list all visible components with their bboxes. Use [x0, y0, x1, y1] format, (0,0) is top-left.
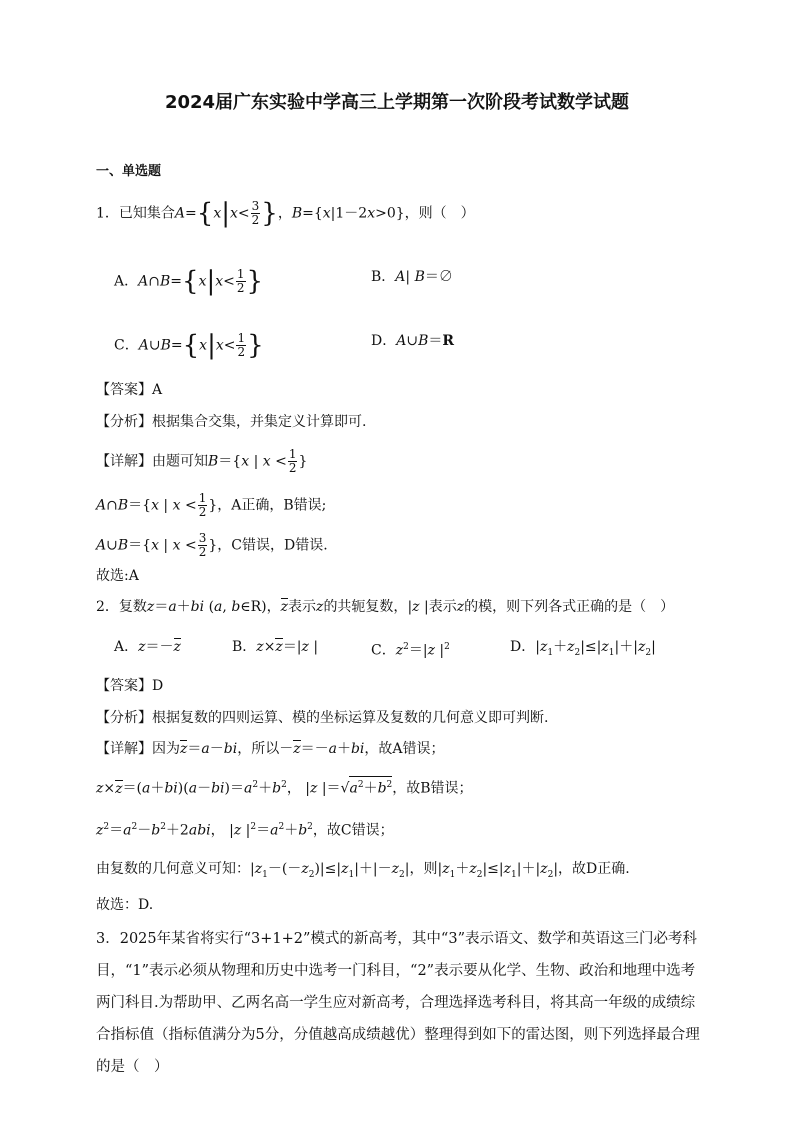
q1-option-b: B．A| B＝∅ — [371, 269, 453, 285]
q1-option-a: A．A∩B={x|x< $\frac{1}{2}$ } — [114, 266, 264, 297]
q1-detail-3: A∪B＝{x | x < $\frac{3}{2}$ }，C错误，D错误. — [96, 531, 328, 559]
q1-stem: 1．已知集合A={x|x< $\frac{3}{2}$ }，B={x|1－2x>0}，则（ ） — [96, 198, 475, 229]
q1-stem-prefix: 1．已知集合 — [96, 205, 175, 222]
q1-detail-1: 【详解】由题可知B＝{x | x < $\frac{1}{2}$ } — [96, 447, 308, 475]
q2-detail-1: 【详解】因为z＝a－bi，所以－z＝－a＋bi，故A错误； — [96, 741, 445, 757]
q1-analysis: 【分析】根据集合交集，并集定义计算即可. — [96, 414, 367, 430]
q1-stem-suffix: ，则（ ） — [404, 205, 475, 222]
q1-detail-2: A∩B＝{x | x < $\frac{1}{2}$ }，A正确，B错误; — [96, 491, 327, 519]
q2-option-c: C．$z^2=|z$ $|^2$ — [371, 642, 450, 659]
q2-detail-2: $z\times z=(a+bi)(a-bi)=a^2+b^2$， |z $|=√a^2+b^2$，故B错误； — [96, 776, 473, 798]
q2-detail-3: $z^2=a^2-b^2+2abi$， |z $|^2=a^2+b^2$，故C错误； — [96, 822, 394, 839]
q2-answer: 【答案】D — [96, 678, 164, 694]
q1-option-d: D．A∪B＝R — [371, 333, 455, 349]
q2-analysis: 【分析】根据复数的四则运算、模的坐标运算及复数的几何意义即可判断. — [96, 710, 549, 726]
q2-stem: 2．复数z＝a＋bi (a, b∈R)，z表示z的共轭复数，|z |表示z的模，则下列各式正确的是（ ） — [96, 599, 675, 615]
q2-option-b: B．z×z＝|z | — [232, 639, 319, 655]
q2-conclusion: 故选：D. — [96, 897, 154, 913]
section-heading: 一、单选题 — [96, 164, 162, 179]
q2-detail-4: 由复数的几何意义可知：$|z_1-(-z_2)|\le|z_1|+|-z_2|$，则$|z_1+z_2|\le|z_1|+|z_2|$，故D正确. — [96, 861, 630, 880]
q2-option-d: D．$|z_1+z_2|\le|z_1|+|z_2|$ — [510, 639, 656, 658]
q3-stem: 3．2025年某省将实行“3+1+2”模式的新高考，其中“3”表示语文、数学和英语这三门必考科目，“1”表示必须从物理和历史中选考一门科目，“2”表示要从化学、生物、政治和地理中选考两门科目.为帮助甲、乙两名高一学生应对新高考，合理选择选考科目，将其高一年级的成绩综合指标值（指标值满分为5分，分值越高成绩越优）整理得到如下的雷达图，则下列选择最合理的是（ ） — [96, 931, 700, 1075]
q1-option-c: C．A∪B={x|x< $\frac{1}{2}$ } — [114, 330, 264, 361]
q1-answer: 【答案】A — [96, 382, 163, 398]
page-title: 2024届广东实验中学高三上学期第一次阶段考试数学试题 — [164, 92, 630, 113]
q1-conclusion: 故选:A — [96, 568, 139, 584]
q2-option-a: A．z＝－z — [114, 639, 181, 655]
